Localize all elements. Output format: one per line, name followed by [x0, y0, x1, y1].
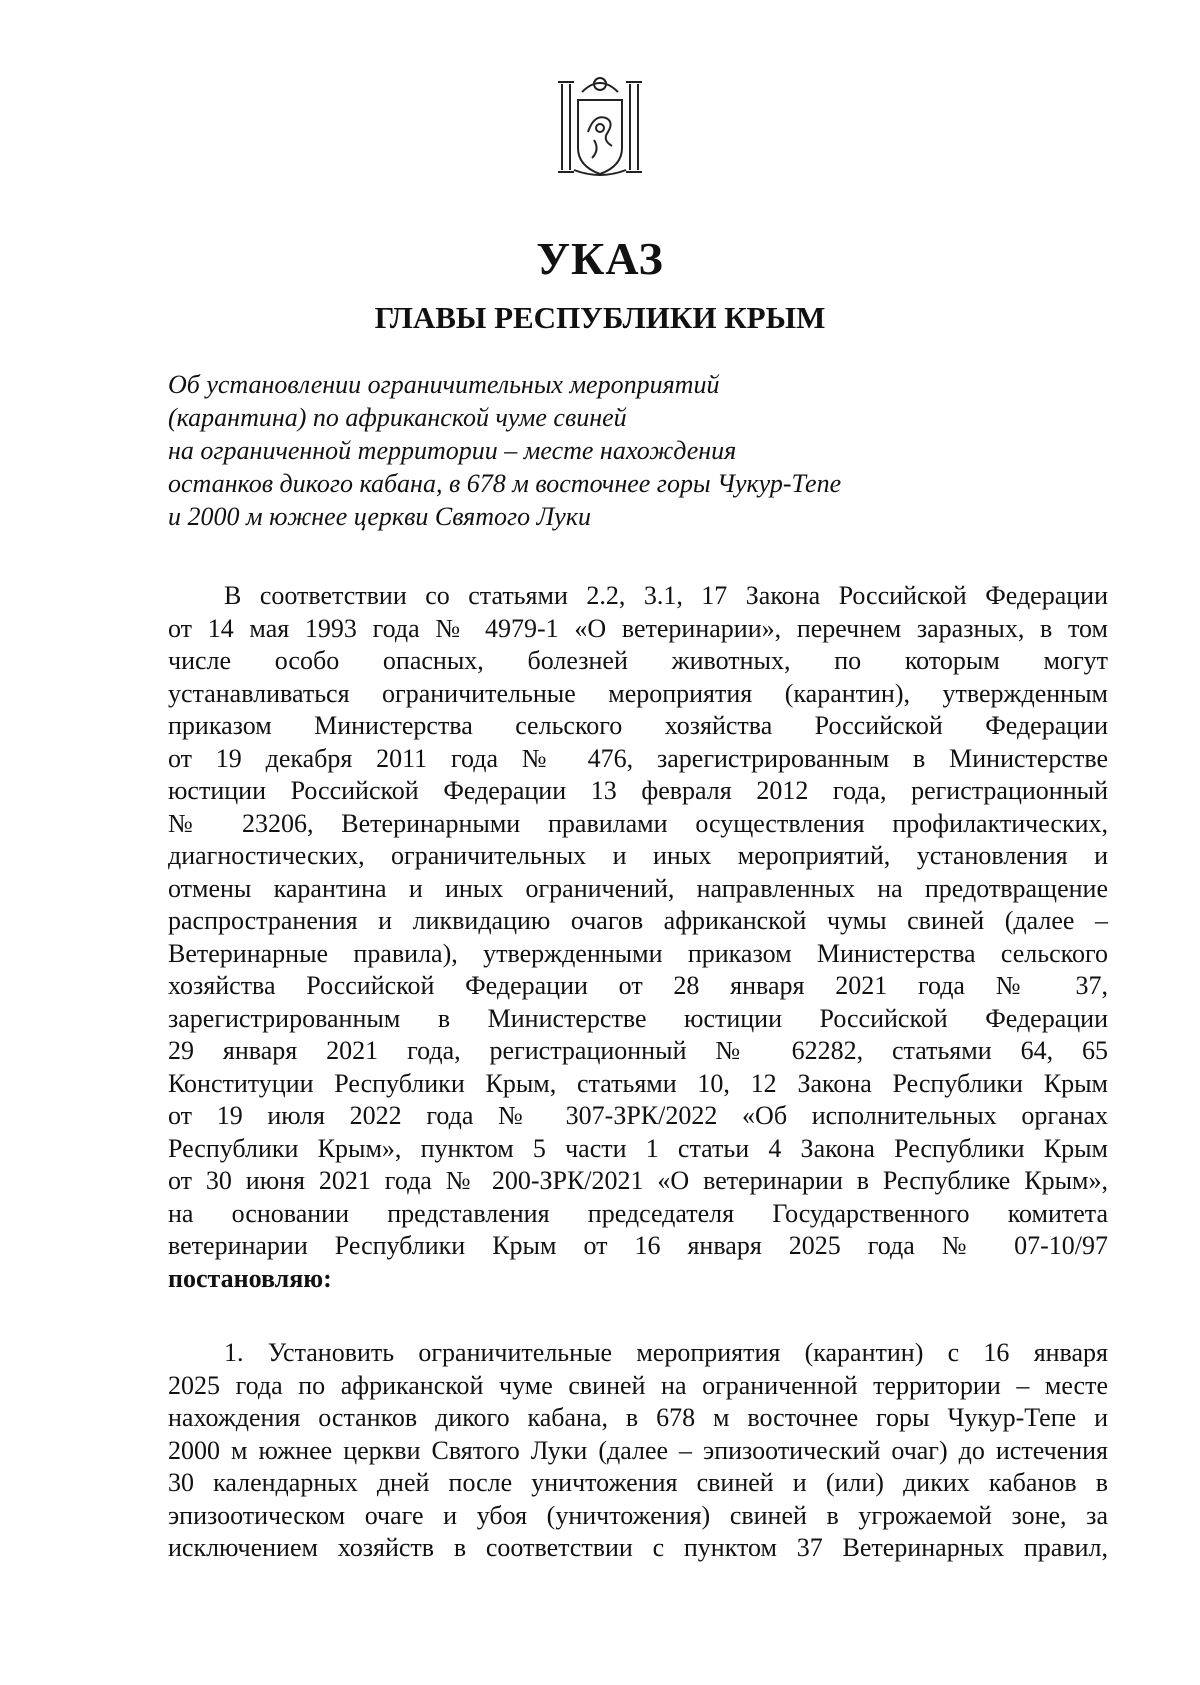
document-subtitle: ГЛАВЫ РЕСПУБЛИКИ КРЫМ — [374, 300, 826, 335]
crimea-emblem-icon — [550, 70, 650, 182]
text-line: 1. Установить ограничительные мероприятия (карантин) с 16 января — [224, 1338, 1108, 1367]
text-line: нахождения останков дикого кабана, в 678 м восточнее горы Чукур-Тепе и — [168, 1403, 1108, 1432]
text-line: 2000 м южнее церкви Святого Луки (далее – эпизоотический очаг) до истечения — [168, 1435, 1108, 1465]
text-line: В соответствии со статьями 2.2, 3.1, 17 Закона Российской Федерации — [224, 581, 1108, 610]
text-line: Ветеринарные правила), утвержденными приказом Министерства сельского — [168, 938, 1108, 968]
text-line: 29 января 2021 года, регистрационный № 62282, статьями 64, 65 — [168, 1036, 1108, 1065]
text-line: исключением хозяйств в соответствии с пунктом 37 Ветеринарных правил, — [168, 1533, 1108, 1562]
item-1-paragraph — [168, 1337, 1108, 1565]
text-line: юстиции Российской Федерации 13 февраля 2012 года, регистрационный — [168, 776, 1108, 805]
document-title: УКАЗ — [536, 233, 664, 284]
decree-heading — [168, 368, 968, 533]
text-line: ветеринарии Республики Крым от 16 января 2025 года № 07-10/97 — [168, 1231, 1108, 1260]
text-line: 2025 года по африканской чуме свиней на ограниченной территории – месте — [168, 1370, 1108, 1400]
text-line: числе особо опасных, болезней животных, по которым могут — [168, 646, 1108, 675]
preamble-paragraph — [168, 580, 1108, 1295]
coat-of-arms-emblem — [550, 70, 650, 182]
text-line: 30 календарных дней после уничтожения свиней и (или) диких кабанов в — [168, 1468, 1108, 1497]
text-line: от 19 июля 2022 года № 307-ЗРК/2022 «Об исполнительных органах — [168, 1101, 1108, 1130]
text-line: приказом Министерства сельского хозяйства Российской Федерации — [168, 711, 1108, 740]
heading-line: останков дикого кабана, в 678 м восточнее горы Чукур-Тепе — [168, 469, 842, 498]
text-line: Республики Крым», пунктом 5 части 1 статьи 4 Закона Республики Крым — [168, 1133, 1108, 1163]
text-line: распространения и ликвидацию очагов африканской чумы свиней (далее – — [168, 906, 1108, 935]
text-line: диагностических, ограничительных и иных мероприятий, установления и — [168, 841, 1108, 870]
heading-line: на ограниченной территории – месте нахождения — [168, 436, 737, 465]
text-line: Конституции Республики Крым, статьями 10, 12 Закона Республики Крым — [168, 1068, 1108, 1098]
decree-word: постановляю: — [168, 1263, 332, 1293]
text-line: зарегистрированным в Министерстве юстиции Российской Федерации — [168, 1003, 1108, 1033]
heading-line: (карантина) по африканской чуме свиней — [168, 403, 627, 432]
text-line: устанавливаться ограничительные мероприятия (карантин), утвержденным — [168, 678, 1108, 708]
text-line: эпизоотическом очаге и убоя (уничтожения) свиней в угрожаемой зоне, за — [168, 1500, 1108, 1530]
text-line: № 23206, Ветеринарными правилами осуществления профилактических, — [168, 808, 1108, 838]
text-line: отмены карантина и иных ограничений, направленных на предотвращение — [168, 873, 1108, 903]
text-line: от 19 декабря 2011 года № 476, зарегистрированным в Министерстве — [168, 743, 1108, 773]
text-line: от 30 июня 2021 года № 200-ЗРК/2021 «О ветеринарии в Республике Крым», — [168, 1166, 1108, 1195]
text-line: на основании представления председателя Государственного комитета — [168, 1198, 1108, 1228]
decree-body — [168, 580, 1108, 1565]
heading-line: Об установлении ограничительных мероприятий — [168, 370, 720, 399]
text-line: от 14 мая 1993 года № 4979-1 «О ветеринарии», перечнем заразных, в том — [168, 613, 1108, 643]
text-line: хозяйства Российской Федерации от 28 января 2021 года № 37, — [168, 971, 1108, 1000]
heading-line: и 2000 м южнее церкви Святого Луки — [168, 502, 591, 531]
